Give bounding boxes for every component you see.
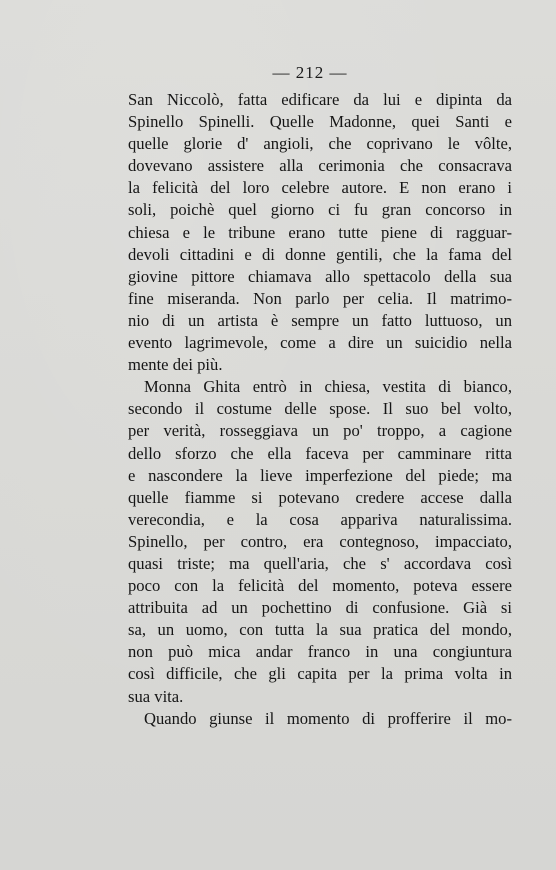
- text-line: non può mica andar franco in una congiuntura: [128, 642, 512, 662]
- text-line: nio di un artista è sempre un fatto luttuoso, un: [128, 310, 512, 330]
- text-line: mente dei più.: [128, 355, 223, 375]
- text-line: quelle fiamme si potevano credere accese dalla: [128, 487, 512, 507]
- text-line: Spinello, per contro, era contegnoso, impacciato,: [128, 531, 512, 551]
- text-line: quasi triste; ma quell'aria, che s' accordava così: [128, 553, 512, 573]
- text-line: la felicità del loro celebre autore. E non erano i: [128, 178, 512, 198]
- text-line: soli, poichè quel giorno ci fu gran concorso in: [128, 200, 512, 220]
- text-line: attribuita ad un pochettino di confusione. Già si: [128, 598, 512, 618]
- text-line: sa, un uomo, con tutta la sua pratica del mondo,: [128, 620, 512, 640]
- text-line: e nascondere la lieve imperfezione del piede; ma: [128, 465, 512, 485]
- text-line: per verità, rosseggiava un po' troppo, a cagione: [128, 421, 512, 441]
- text-line: quelle glorie d' angioli, che coprivano le vôlte,: [128, 134, 512, 154]
- text-line: verecondia, e la cosa appariva naturalissima.: [128, 509, 512, 529]
- text-line: giovine pittore chiamava allo spettacolo della sua: [128, 266, 512, 286]
- text-line: fine miseranda. Non parlo per celia. Il matrimo-: [128, 288, 512, 308]
- text-line: evento lagrimevole, come a dire un suicidio nella: [128, 333, 512, 353]
- text-line: San Niccolò, fatta edificare da lui e dipinta da: [128, 90, 512, 109]
- text-line: dovevano assistere alla cerimonia che consacrava: [128, 156, 512, 176]
- text-line: devoli cittadini e di donne gentili, che la fama del: [128, 244, 512, 264]
- text-line: Monna Ghita entrò in chiesa, vestita di bianco,: [144, 377, 512, 397]
- text-line: chiesa e le tribune erano tutte piene di ragguar-: [128, 222, 512, 242]
- text-line: Spinello Spinelli. Quelle Madonne, quei Santi e: [128, 112, 512, 132]
- text-line: sua vita.: [128, 686, 184, 706]
- page-number: — 212 —: [272, 63, 348, 82]
- text-line: secondo il costume delle spose. Il suo bel volto,: [128, 399, 512, 419]
- text-line: poco con la felicità del momento, poteva essere: [128, 576, 512, 596]
- text-line: così difficile, che gli capita per la prima volta in: [128, 664, 512, 684]
- text-line: dello sforzo che ella faceva per camminare ritta: [128, 443, 512, 463]
- text-line: Quando giunse il momento di profferire il mo-: [144, 708, 512, 728]
- body-text: [128, 89, 512, 730]
